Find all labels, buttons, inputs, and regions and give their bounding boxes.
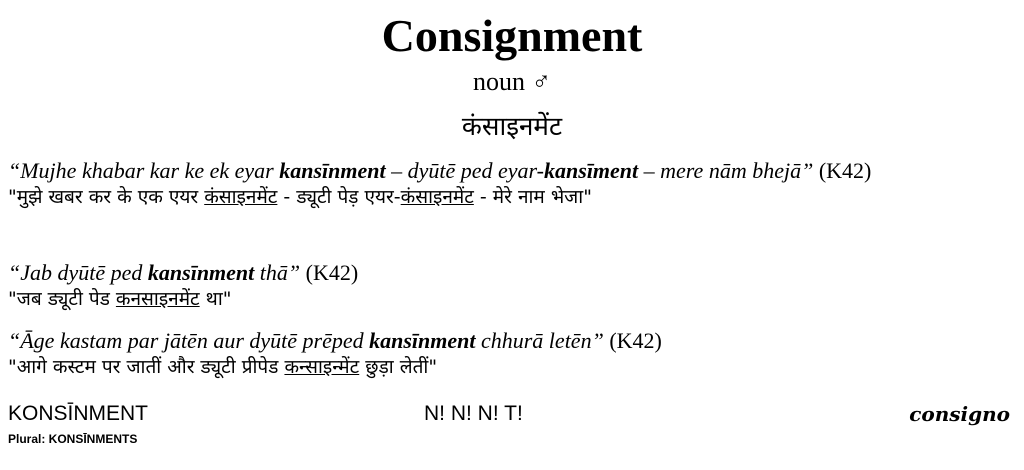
transliteration: KONSĪNMENT bbox=[8, 402, 149, 425]
example-text: - ड्यूटी पेड़ एयर- bbox=[277, 186, 401, 208]
headword-mention: kansīnment bbox=[147, 260, 255, 285]
example-devanagari bbox=[8, 184, 1018, 210]
example-text: "जब ड्यूटी पेड bbox=[8, 288, 116, 310]
headword-mention-devanagari: कंसाइनमेंट bbox=[400, 186, 474, 208]
hindi-headword: कंसाइनमेंट bbox=[461, 112, 563, 142]
example-text: chhurā letēn” bbox=[475, 328, 604, 353]
example-text: “Jab dyūtē ped bbox=[8, 260, 148, 285]
headword-mention-devanagari: कंसाइनमेंट bbox=[204, 186, 278, 208]
headword-mention-devanagari: कन्साइन्मेंट bbox=[284, 356, 360, 378]
plural-form: Plural: KONSĪNMENTS bbox=[8, 432, 138, 446]
example-text: था" bbox=[199, 288, 232, 310]
example-source: (K42) bbox=[300, 260, 359, 285]
headword-mention-devanagari: कनसाइनमेंट bbox=[115, 288, 200, 310]
example-text: "आगे कस्टम पर जातीं और ड्यूटी प्रीपेड bbox=[8, 356, 285, 378]
example-source: (K42) bbox=[813, 158, 872, 183]
part-of-speech: noun ♂ bbox=[473, 67, 551, 96]
example-romanized bbox=[8, 260, 1018, 286]
example-romanized bbox=[8, 158, 1018, 184]
example-text: “Āge kastam par jātēn aur dyūtē prēped bbox=[8, 328, 370, 353]
latin-etymon: consigno bbox=[909, 402, 1010, 426]
headword-mention: kansīnment bbox=[279, 158, 386, 183]
example-2 bbox=[8, 260, 1018, 312]
example-text: - मेरे नाम भेजा" bbox=[473, 186, 592, 208]
dialect-code: N! N! N! T! bbox=[424, 402, 523, 425]
headword-mention: kansīnment bbox=[369, 328, 476, 353]
example-source: (K42) bbox=[603, 328, 662, 353]
example-devanagari bbox=[8, 354, 1018, 380]
entry-headword: Consignment bbox=[381, 10, 643, 61]
example-romanized bbox=[8, 328, 1018, 354]
example-text: thā” bbox=[254, 260, 301, 285]
example-3 bbox=[8, 328, 1018, 380]
headword-mention: kansīment bbox=[544, 158, 639, 183]
example-text: – dyūtē ped eyar- bbox=[385, 158, 545, 183]
example-text: "मुझे खबर कर के एक एयर bbox=[8, 186, 205, 208]
example-text: “Mujhe khabar kar ke ek eyar bbox=[8, 158, 280, 183]
example-1 bbox=[8, 158, 1018, 210]
example-text: – mere nām bhejā” bbox=[638, 158, 814, 183]
example-text: छुड़ा लेतीं" bbox=[359, 356, 438, 378]
example-devanagari bbox=[8, 286, 1018, 312]
